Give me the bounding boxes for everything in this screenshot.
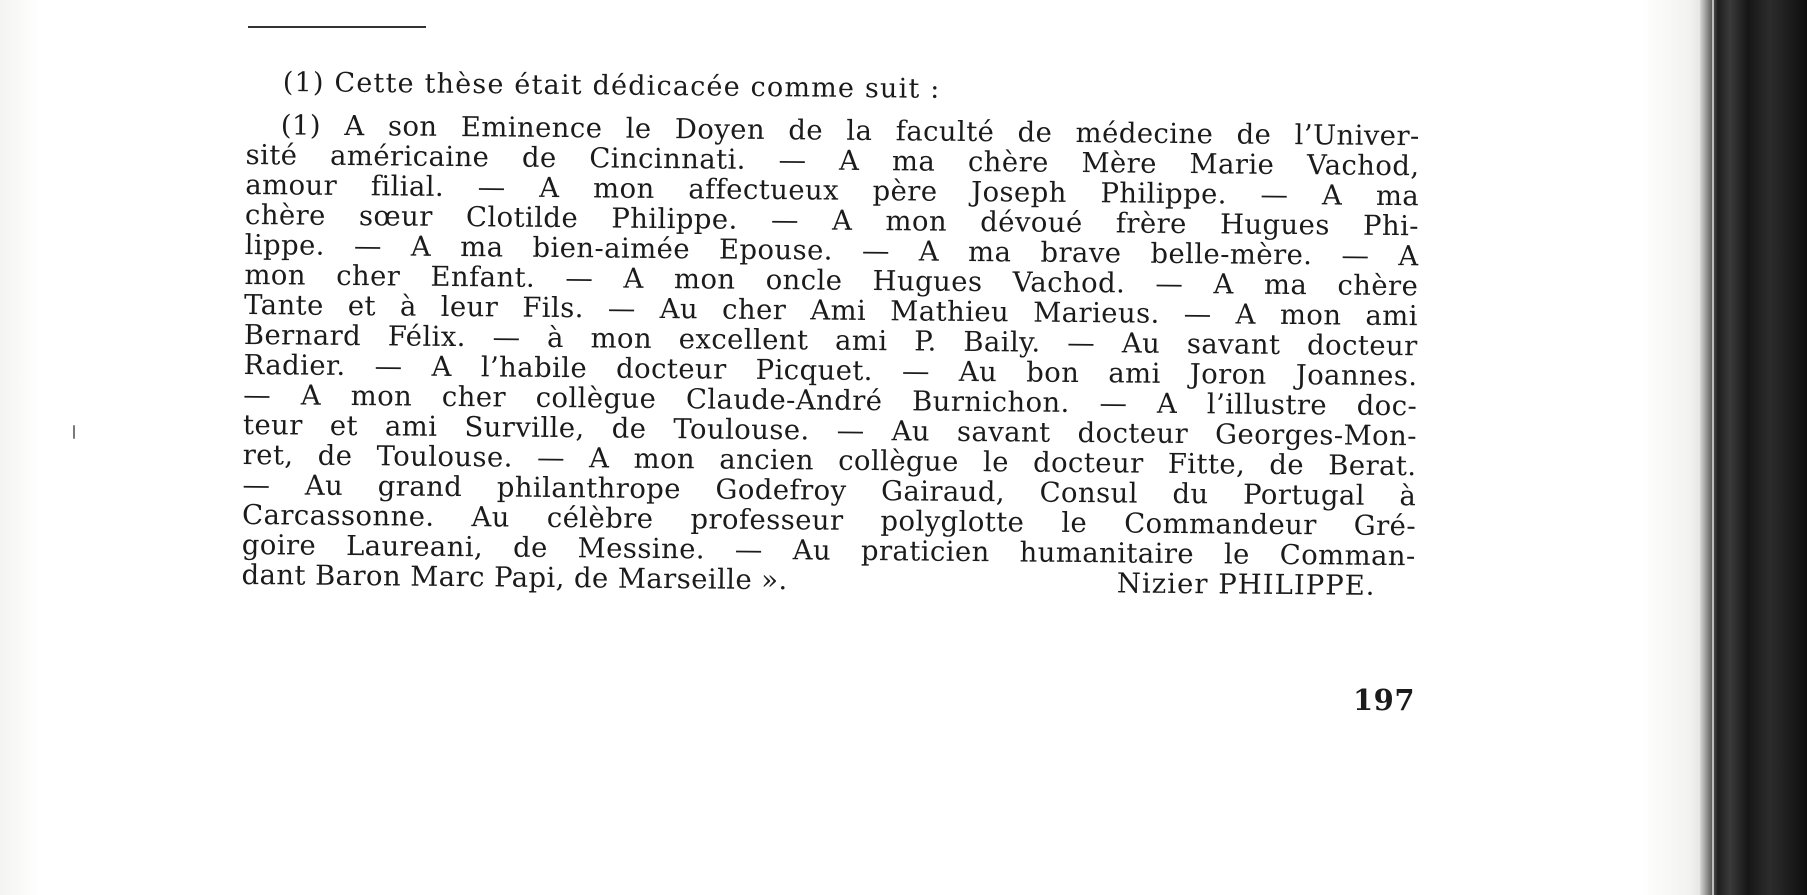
word: professeur xyxy=(690,503,844,537)
word: chère xyxy=(967,145,1049,179)
word: — xyxy=(565,262,594,295)
word: Carcassonne. xyxy=(241,498,435,533)
word: — xyxy=(374,350,403,383)
word: Baily. xyxy=(963,325,1041,359)
word: chère xyxy=(1337,269,1419,303)
word: amour xyxy=(245,168,338,202)
word: — xyxy=(836,414,865,447)
word: Godefroy xyxy=(715,473,847,507)
word: de xyxy=(317,439,353,473)
word: Au xyxy=(792,534,832,567)
word: Fils. xyxy=(522,291,584,325)
word: — xyxy=(1183,298,1212,331)
word: Phi- xyxy=(1362,209,1420,243)
word: — xyxy=(477,171,506,204)
word: de xyxy=(788,114,824,147)
word: Marie xyxy=(1189,148,1275,181)
word: mon xyxy=(633,442,696,476)
word: Picquet. xyxy=(755,353,874,388)
word: grand xyxy=(377,470,463,504)
word: mon xyxy=(592,172,655,205)
word: — xyxy=(1067,326,1096,360)
footnote-intro: (1) Cette thèse était dédicacée comme suit : xyxy=(282,67,941,105)
word: de xyxy=(1269,448,1305,482)
word: Cincinnati. xyxy=(589,142,747,176)
word: leur xyxy=(440,290,499,324)
word: docteur xyxy=(615,352,727,386)
word: sité xyxy=(245,138,298,172)
word: ami xyxy=(834,324,888,358)
word: le xyxy=(625,112,652,145)
word: praticien xyxy=(860,534,990,569)
word: cher xyxy=(721,293,787,327)
word: dévoué xyxy=(980,206,1083,240)
word: Radier. xyxy=(243,348,346,382)
word: — xyxy=(1341,239,1370,272)
word: docteur xyxy=(1306,329,1418,363)
word: ami xyxy=(1108,357,1161,390)
word: A xyxy=(300,379,322,412)
dedication-paragraph xyxy=(241,110,1420,601)
word: l’habile xyxy=(480,351,588,385)
word: à xyxy=(399,290,417,323)
word: père xyxy=(872,175,938,208)
word: polyglotte xyxy=(880,505,1025,539)
word: Joannes. xyxy=(1295,359,1418,393)
word: A xyxy=(623,262,644,295)
word: — xyxy=(242,468,271,502)
word: goire xyxy=(241,528,317,562)
word: mon xyxy=(673,263,736,296)
word: Gré- xyxy=(1353,509,1417,543)
word: le xyxy=(1223,538,1250,571)
word: savant xyxy=(956,415,1051,449)
word: philanthrope xyxy=(496,471,682,506)
word: Laureani, xyxy=(345,529,484,564)
word: lippe. xyxy=(244,228,326,262)
word: oncle xyxy=(765,263,843,297)
word: A xyxy=(344,109,365,143)
word: mon xyxy=(350,380,413,413)
word: à xyxy=(1399,480,1417,513)
book-spine-shadow xyxy=(1700,0,1807,895)
word: ret, xyxy=(242,438,294,472)
word: Gairaud, xyxy=(880,475,1006,509)
word: mon xyxy=(885,205,948,238)
word: Au xyxy=(891,415,931,448)
word: ma xyxy=(967,235,1012,269)
word: Mathieu xyxy=(890,295,1010,329)
word: Philippe. xyxy=(611,202,738,236)
word: — xyxy=(734,533,763,566)
word: américaine xyxy=(329,139,490,174)
word: Berat. xyxy=(1328,449,1417,483)
word: Au xyxy=(304,469,344,502)
word: chère xyxy=(244,198,326,232)
word: — xyxy=(770,204,799,237)
word: ma xyxy=(1263,268,1308,302)
word: Marieus. xyxy=(1033,296,1160,330)
word: Enfant. xyxy=(430,260,536,294)
word: A xyxy=(918,235,940,268)
word: de xyxy=(1236,118,1272,151)
dedication-final-text: dant Baron Marc Papi, de Marseille ». xyxy=(241,558,788,597)
word: Surville, xyxy=(464,411,585,445)
word: humanitaire xyxy=(1019,536,1195,571)
word: Fitte, xyxy=(1167,447,1246,481)
word: — xyxy=(243,378,272,412)
word: le xyxy=(982,446,1010,479)
word: Au xyxy=(1121,327,1161,360)
word: — xyxy=(901,355,930,388)
word: Vachod, xyxy=(1306,149,1420,183)
word: A xyxy=(410,230,432,263)
word: Bernard xyxy=(243,318,362,353)
word: du xyxy=(1172,477,1209,511)
word: ma xyxy=(1375,179,1420,213)
word: savant xyxy=(1186,328,1281,361)
word: ancien xyxy=(719,443,815,477)
word: brave xyxy=(1040,236,1122,270)
word: A xyxy=(539,171,560,205)
word: Epouse. xyxy=(718,233,834,267)
word: le xyxy=(1061,506,1088,540)
word: — xyxy=(353,230,383,263)
word: célèbre xyxy=(546,501,654,535)
word: de xyxy=(521,141,557,174)
word: — xyxy=(536,441,566,475)
word: la xyxy=(846,114,873,148)
word: — xyxy=(861,234,890,268)
word: — xyxy=(778,144,807,177)
word: mon xyxy=(1279,298,1342,332)
word: frère xyxy=(1115,207,1187,241)
word: docteur xyxy=(1077,416,1189,451)
word: filial. xyxy=(370,170,445,203)
word: Ami xyxy=(810,294,867,327)
word: A xyxy=(838,144,860,177)
word: A xyxy=(831,204,853,237)
word: A xyxy=(1235,298,1257,331)
word: docteur xyxy=(1032,446,1144,480)
word: ami xyxy=(1365,299,1419,333)
word: A xyxy=(1398,240,1419,273)
word: Clotilde xyxy=(465,201,579,235)
word: bon xyxy=(1026,356,1080,390)
word: Hugues xyxy=(872,265,983,299)
word: de xyxy=(611,412,647,445)
word: Félix. xyxy=(387,320,467,354)
word: A xyxy=(1156,387,1178,420)
word: — xyxy=(1099,387,1128,420)
word: bien-aimée xyxy=(532,231,691,266)
page-number: 197 xyxy=(1353,683,1416,717)
word: affectueux xyxy=(688,173,840,207)
word: ami xyxy=(384,410,438,443)
word: belle-mère. xyxy=(1150,237,1313,272)
word: ma xyxy=(891,145,936,178)
word: de xyxy=(512,531,548,564)
word: ma xyxy=(460,231,504,264)
word: Mère xyxy=(1081,147,1158,180)
author-signature: Nizier PHILIPPE. xyxy=(1116,567,1376,602)
word: Joseph xyxy=(970,175,1067,209)
word: Philippe. xyxy=(1100,177,1228,211)
word: faculté xyxy=(895,115,995,149)
word: Portugal xyxy=(1242,478,1366,512)
word: Au xyxy=(958,355,998,389)
word: collègue xyxy=(838,444,959,478)
page-edge-line xyxy=(1712,0,1714,895)
word: mon xyxy=(244,258,307,292)
word: et xyxy=(347,289,377,323)
word: — xyxy=(607,292,636,325)
word: — xyxy=(492,321,521,354)
word: Claude-André xyxy=(685,383,883,418)
word: l’Univer- xyxy=(1294,119,1420,153)
word: collègue xyxy=(535,381,657,415)
word: Au xyxy=(471,501,511,534)
word: Consul xyxy=(1039,476,1139,510)
word: teur xyxy=(242,408,303,442)
word: A xyxy=(431,350,452,383)
word: sœur xyxy=(358,200,433,233)
word: Messine. xyxy=(577,532,706,566)
word: (1) xyxy=(280,109,322,142)
word: l’illustre xyxy=(1206,388,1328,422)
word: — xyxy=(1155,267,1184,301)
word: A xyxy=(1213,268,1234,301)
word: Hugues xyxy=(1219,208,1330,242)
word: médecine xyxy=(1075,116,1214,151)
word: — xyxy=(1260,178,1289,212)
word: cher xyxy=(441,380,507,414)
footnote-separator-rule xyxy=(248,26,426,28)
word: Tante xyxy=(243,288,324,322)
word: son xyxy=(387,110,438,143)
word: Toulouse. xyxy=(376,440,514,474)
word: Burnichon. xyxy=(911,385,1070,419)
word: mon xyxy=(590,322,653,355)
word: Joron xyxy=(1189,358,1267,391)
word: doc- xyxy=(1356,389,1418,423)
word: de xyxy=(1017,116,1053,149)
word: cher xyxy=(336,259,401,293)
word: Toulouse. xyxy=(673,413,810,447)
word: Commandeur xyxy=(1124,507,1317,542)
word: Comman- xyxy=(1279,538,1416,573)
word: Doyen xyxy=(674,113,766,146)
word: à xyxy=(546,321,565,355)
word: Eminence xyxy=(460,111,603,145)
word: excellent xyxy=(678,323,809,357)
word: Vachod. xyxy=(1012,266,1126,300)
word: et xyxy=(329,409,359,443)
word: Au xyxy=(659,292,699,326)
word: A xyxy=(1321,179,1343,212)
word: Georges-Mon- xyxy=(1214,418,1418,453)
word: A xyxy=(588,442,610,475)
word: P. xyxy=(914,325,937,358)
margin-mark xyxy=(73,425,75,439)
